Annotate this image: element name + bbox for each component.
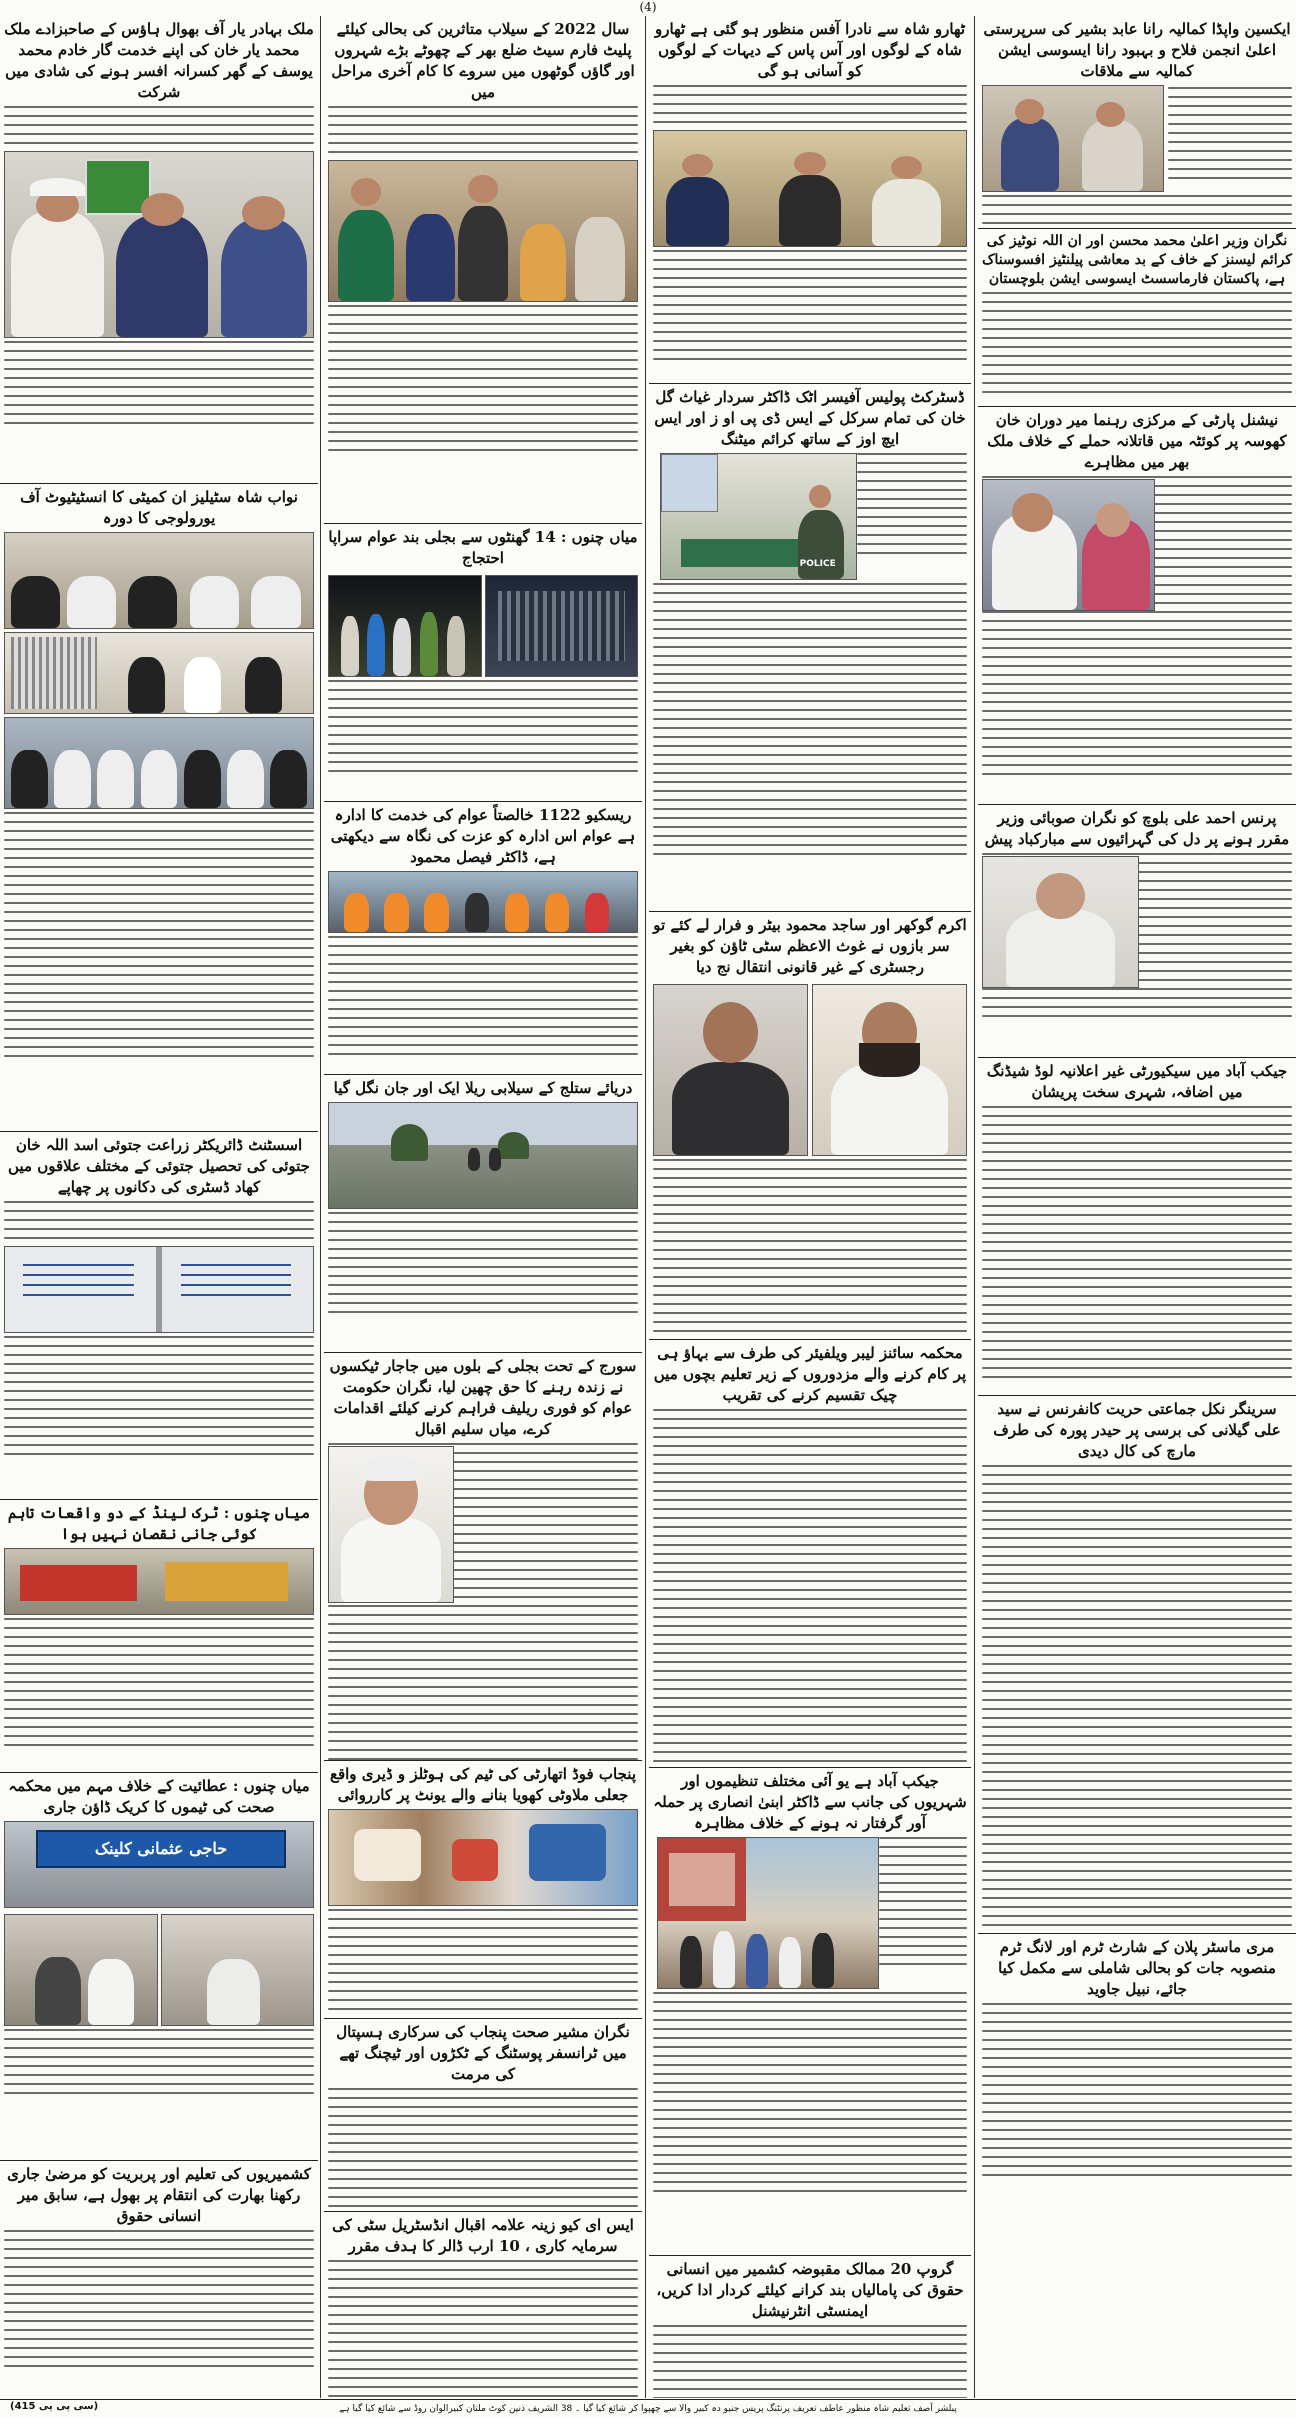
article-body-text — [1168, 87, 1292, 186]
article-c3a1 — [324, 16, 642, 524]
article-c1a6 — [978, 1396, 1296, 1934]
article-body-text — [653, 2325, 967, 2398]
article-c4a6 — [0, 2161, 318, 2378]
article-photo-row — [4, 1911, 314, 2029]
article-headline: جیکب آباد میں سیکیورٹی غیر اعلانیہ لوڈ شیڈنگ میں اضافہ، شہری سخت پریشان — [986, 1062, 1288, 1101]
article-body-text — [4, 1201, 314, 1239]
article-c1a1 — [978, 16, 1296, 229]
article-body-text — [4, 2230, 314, 2367]
column-rule — [974, 16, 975, 2398]
article-headline: دریائے ستلج کے سیلابی ریلا ایک اور جان نگل گیا — [333, 1079, 633, 1097]
article-c4a4 — [0, 1500, 318, 1773]
article-photo — [4, 1246, 314, 1333]
article-headline: اکرم گوکھر اور ساجد محمود بیٹر و فرار لے کئے تو سر بازوں نے غوث الاعظم سٹی ٹاؤن کو بغیر رجسٹری کے غیر قانونی انتقال نج دیا — [653, 916, 967, 976]
article-c4a2 — [0, 484, 318, 1132]
article-headline: ایکسین واپڈا کمالیہ رانا عابد بشیر کی سرپرستی اعلیٰ انجمن فلاح و بہبود رانا ایسوسی ایشن کمالیہ سے ملاقات — [983, 20, 1291, 80]
article-photo — [4, 1821, 314, 1908]
article-photo — [982, 479, 1155, 611]
article-headline: نگران وزیر اعلیٰ محمد محسن اور ان اللہ نوٹیز کی کرائم لیسنز کے خاف کے بد معاشی پیلنٹیز افسوسناک ہے، پاکستان فارماسسٹ ایسوسی ایشن بلوچستان — [982, 233, 1292, 287]
article-body-text — [879, 1837, 967, 1972]
article-photo — [485, 575, 639, 677]
article-c2a3 — [649, 912, 971, 1340]
article-photo — [4, 1548, 314, 1615]
publisher-line: پبلشر آصف تعلیم شاہ منظور عاطف تعریف پرنٹنگ پریس جنیو دہ کبیر والا سے چھپوا کر شائع کیا گیا ۔ 38 الشریف ذنین کوٹ ملتان کبیرالوان روڈ سے شائع کیا گیا ہے — [339, 2404, 957, 2414]
article-c3a2 — [324, 524, 642, 802]
article-photo — [4, 632, 314, 714]
article-body-text — [4, 341, 314, 424]
article-headline: سورج کے تحت بجلی کے بلوں میں جاجار ٹیکسوں نے زندہ رہنے کا حق چھین لیا، نگران حکومت عوام کو فوری ریلیف فراہم کرنے کیلئے اقدامات کرے، میاں سلیم اقبال — [329, 1357, 637, 1438]
article-body-text — [328, 1212, 638, 1313]
article-body-text — [653, 583, 967, 855]
article-photo — [328, 871, 638, 933]
column-rule — [320, 16, 321, 2398]
article-body-text — [653, 1409, 967, 1768]
article-photo — [328, 1809, 638, 1906]
police-label: POLICE — [799, 559, 836, 569]
article-photo — [328, 160, 638, 302]
article-body-text — [328, 1909, 638, 2010]
article-headline: میاں چنوں : ٹرک لینڈ کے دو واقعات تاہم کوئی جانی نقصان نہیں ہوا — [7, 1504, 311, 1543]
article-c3a7 — [324, 2019, 642, 2212]
article-c1a5 — [978, 1058, 1296, 1396]
article-photo — [4, 532, 314, 629]
article-body-text — [857, 453, 967, 561]
article-body-text — [328, 305, 638, 451]
article-body-text — [4, 812, 314, 1057]
article-photo — [653, 984, 808, 1156]
article-c3a5 — [324, 1353, 642, 1761]
article-headline: مری ماسٹر پلان کے شارٹ ٹرم اور لانگ ٹرم منصوبہ جات کو بحالی شاملی سے مکمل کیا جائے، نبیل جاوید — [998, 1938, 1276, 1998]
article-photo-row — [328, 572, 638, 680]
article-headline: نیشنل پارٹی کے مرکزی رہنما میر دوران خان کھوسہ پر کوئٹہ میں قاتلانہ حملے کے خلاف ملک بھر میں مظاہرے — [987, 411, 1287, 471]
article-photo — [657, 1837, 879, 1989]
article-body-text — [328, 106, 638, 153]
article-headline: میاں چنوں : 14 گھنٹوں سے بجلی بند عوام سراپا احتجاج — [328, 528, 638, 567]
article-headline: میاں چنوں : عطائیت کے خلاف مہم میں محکمہ صحت کی ٹیموں کا کریک ڈاؤن جاری — [8, 1777, 310, 1816]
article-c2a1 — [649, 16, 971, 384]
article-c2a5 — [649, 1768, 971, 2256]
article-body-text — [653, 250, 967, 360]
article-headline: پنجاب فوڈ اتھارٹی کی ٹیم کی ہوٹلز و ڈیری واقع جعلی ملاوٹی کھویا بنانے والے یونٹ پر کارروائی — [329, 1765, 637, 1804]
article-photo — [982, 85, 1164, 192]
footer-code: (سی پی پی 415) — [10, 2401, 99, 2412]
article-c3a3 — [324, 802, 642, 1075]
article-body-text — [982, 2003, 1292, 2176]
article-c2a4 — [649, 1340, 971, 1768]
article-photo — [4, 1914, 158, 2026]
article-headline: ڈسٹرکٹ پولیس آفیسر اٹک ڈاکٹر سردار غیاث گل خان کی تمام سرکل کے ایس ڈی پی او ز اور ایس ایچ اوز کے ساتھ کرائم میٹنگ — [654, 388, 966, 448]
article-photo — [812, 984, 967, 1156]
article-body-text — [982, 1465, 1292, 1934]
article-c2a2 — [649, 384, 971, 912]
article-body-text — [653, 85, 967, 123]
article-headline: گروپ 20 ممالک مقبوضہ کشمیر میں انسانی حقوق کی پامالیاں بند کرانے کیلئے کردار ادا کریں، ایمنسٹی انٹرنیشنل — [656, 2260, 964, 2320]
article-headline: ریسکیو 1122 خالصتاً عوام کی خدمت کا ادارہ ہے عوام اس ادارہ کو عزت کی نگاہ سے دیکھتی ہے، ڈاکٹر فیصل محمود — [330, 806, 636, 866]
page-number: (4) — [639, 0, 657, 14]
clinic-sign: حاجی عثمانی کلینک — [36, 1830, 286, 1868]
column-2 — [649, 16, 971, 2398]
article-photo — [660, 453, 857, 580]
article-c3a8 — [324, 2212, 642, 2398]
article-headline: کشمیریوں کی تعلیم اور پربریت کو مرضیٰ جاری رکھنا بھارت کی انتقام پر بھول ہے، سابق میر انسانی حقوق — [7, 2165, 311, 2225]
article-body-text — [982, 1106, 1292, 1378]
article-photo — [4, 717, 314, 809]
article-headline: نگران مشیر صحت پنجاب کی سرکاری ہسپتال میں ٹرانسفر پوسٹنگ کے ٹکڑوں اور ٹیچنگ تھے کی مرمت — [336, 2023, 630, 2083]
article-photo — [4, 151, 314, 338]
article-headline: ٹھارو شاہ سے نادرا آفس منظور ہو گئی ہے ٹھارو شاہ کے لوگوں اور آس پاس کے دیہات کے لوگوں کو آسانی ہو گی — [654, 20, 966, 80]
column-rule — [645, 16, 646, 2398]
article-body-text — [982, 195, 1292, 229]
column-1 — [978, 16, 1296, 2398]
article-body-text — [4, 2029, 314, 2094]
article-photo-row — [653, 981, 967, 1159]
article-headline: سرینگر نکل جماعتی حریت کانفرنس نے سید علی گیلانی کی برسی پر حیدر پورہ کی طرف مارچ کی کال دیدی — [993, 1400, 1281, 1460]
column-4 — [0, 16, 318, 2398]
article-photo — [982, 856, 1139, 988]
article-c3a6 — [324, 1761, 642, 2019]
article-body-text — [4, 1336, 314, 1455]
article-headline: اسسٹنٹ ڈائریکٹر زراعت جتوئی اسد اللہ خان جتوئی کی تحصیل جتوئی کے مختلف علاقوں میں کھاد ڈسٹری کی دکانوں پر چھاپے — [8, 1136, 310, 1196]
article-headline: پرنس احمد علی بلوچ کو نگران صوبائی وزیر مقرر ہونے پر دل کی گہرائیوں سے مبارکباد پیش — [984, 809, 1290, 848]
article-photo — [161, 1914, 315, 2026]
article-c1a7 — [978, 1934, 1296, 2196]
article-c3a4 — [324, 1075, 642, 1353]
article-headline: محکمہ سائنز لیبر ویلفیئر کی طرف سے بہاؤ ہی پر کام کرنے والے مزدوروں کے زیر تعلیم بچوں میں چیک تقسیم کرنے کی تقریب — [653, 1344, 967, 1404]
article-body-text — [982, 292, 1292, 393]
article-headline: ملک بہادر یار آف بھوال ہاؤس کے صاحبزادے ملک محمد یار خان کی اپنے خدمت گار خادم محمد یوسف کے گھر کسرانہ افسر ہونے کی شادی میں شرکت — [4, 20, 314, 101]
article-c2a6 — [649, 2256, 971, 2398]
article-c4a1 — [0, 16, 318, 484]
article-c1a4 — [978, 805, 1296, 1058]
page-footer — [0, 2399, 1296, 2418]
article-body-text — [653, 1992, 967, 2192]
article-headline: نواب شاہ سٹیلیز ان کمیٹی کا انسٹیٹیوٹ آف یورولوجی کا دورہ — [20, 488, 298, 527]
article-headline: جیکب آباد ہے یو آئی مختلف تنظیموں اور شہریوں کی جانب سے ڈاکٹر ابنیٰ انصاری پر حملہ آور گرفتار نہ ہونے کے خلاف مظاہرہ — [653, 1772, 967, 1832]
article-body-text — [4, 106, 314, 144]
article-c4a5 — [0, 1773, 318, 2161]
article-body-text — [328, 936, 638, 1055]
article-c4a3 — [0, 1132, 318, 1500]
article-c1a2 — [978, 229, 1296, 407]
article-photo — [328, 1446, 454, 1603]
article-body-text — [328, 680, 638, 772]
article-body-text — [653, 1159, 967, 1340]
article-photo — [328, 1102, 638, 1209]
article-photo — [328, 575, 482, 677]
article-c1a3 — [978, 407, 1296, 805]
article-photo — [653, 130, 967, 247]
column-3 — [324, 16, 642, 2398]
article-headline: سال 2022 کے سیلاب متاثرین کی بحالی کیلئے پلیٹ فارم سیٹ ضلع بھر کے چھوٹے بڑے شہروں اور گاؤں گوٹھوں میں سروے کا کام آخری مراحل میں — [331, 20, 635, 101]
article-body-text — [328, 2088, 638, 2212]
article-body-text — [4, 1618, 314, 1746]
article-headline: ایس ای کیو زینہ علامہ اقبال انڈسٹریل سٹی کی سرمایہ کاری ، 10 ارب ڈالر کا ہدف مقرر — [332, 2216, 634, 2255]
article-body-text — [328, 2260, 638, 2398]
